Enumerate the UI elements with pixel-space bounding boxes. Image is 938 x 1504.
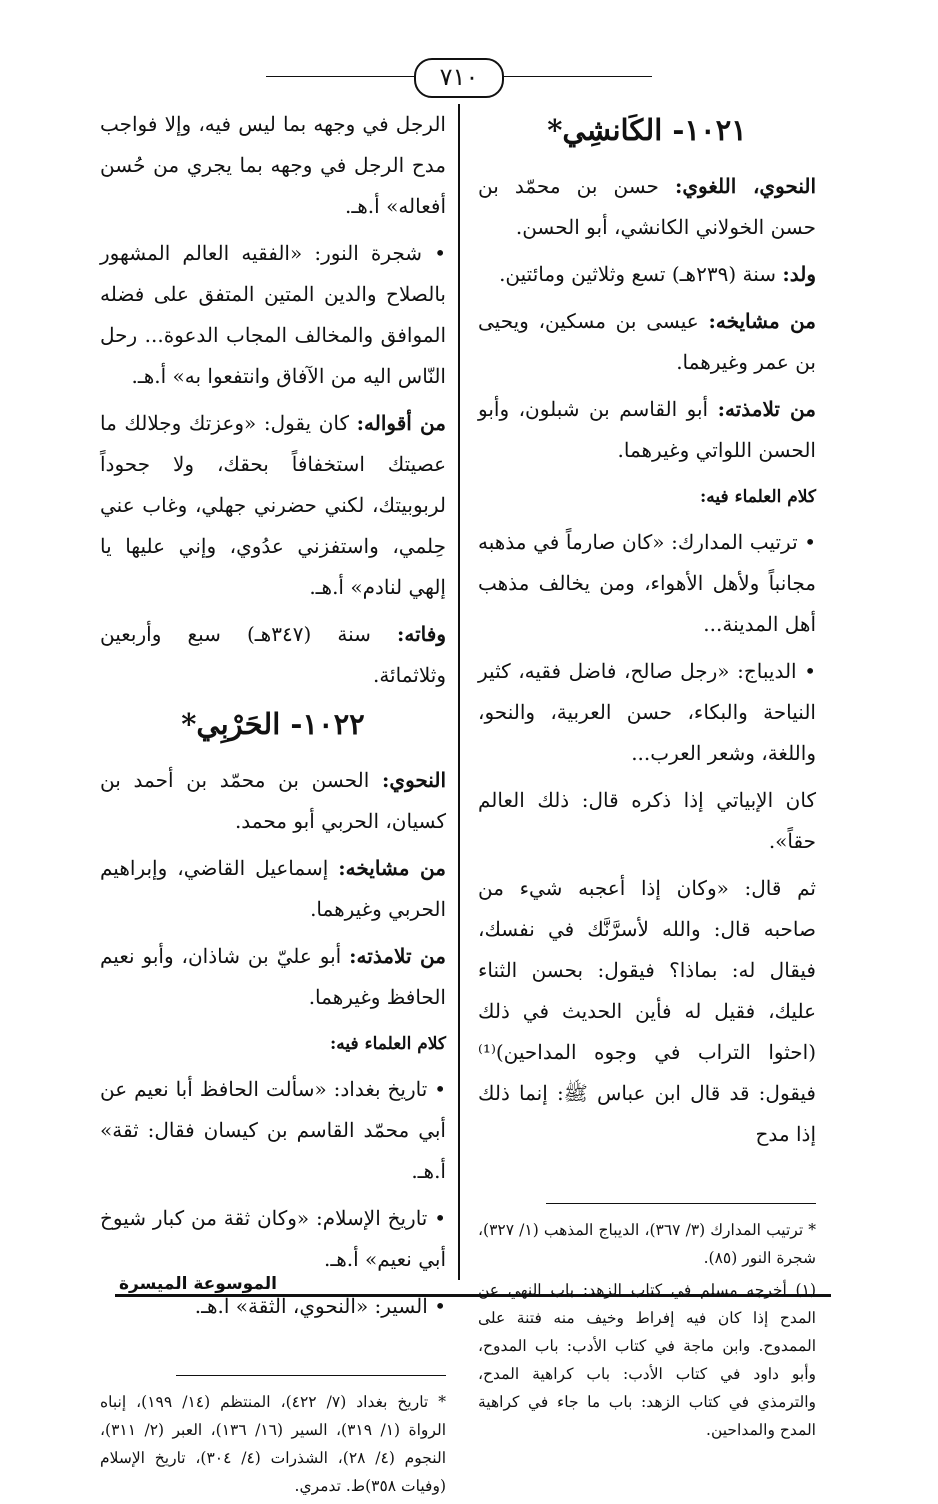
footnote-1: (١) أخرجه مسلم في كتاب الزهد: باب النهي عن المدح إذا كان فيه إفراط وخيف منه فتنة على الممدوح. وابن ماجة في كتاب الأدب: باب المدوح، وأبو داود في كتاب الأدب: باب كراهية المدح، والترمذي في كتاب الزهد: باب ما جاء في كراهية المدح والمداحين.	[478, 1281, 816, 1439]
bio-line-teachers-2	[100, 848, 446, 930]
paragraph-siyar: • السير: «النحوي، الثقة» أ.هـ.	[194, 1294, 446, 1318]
bio-label: من مشايخه:	[708, 309, 816, 333]
bio-label: النحوي، اللغوي:	[675, 174, 817, 198]
bio-line-birth	[478, 254, 816, 295]
bio-text: الحسن بن محمّد بن أحمد بن كسيان، الحربي أبو محمد.	[100, 768, 446, 833]
bio-line-students-2	[100, 936, 446, 1018]
entry-title-1022: ١٠٢٢- الحَرْبِي*	[181, 707, 365, 741]
bio-line-nahwi-2	[100, 760, 446, 842]
sayings-text: كان يقول: «وعزتك وجلالك ما عصيتك استخفافاً بحقك، ولا جحوداً لربوبيتك، لكني حضرني جهلي، وغاب عني حِلمي، واستفزني عدُوي، وإني عليها يا إلهي لنادم» أ.هـ.	[100, 411, 446, 599]
paragraph-tarikh-baghdad: • تاريخ بغداد: «سألت الحافظ أبا نعيم عن أبي محمّد القاسم بن كيسان فقال: ثقة» أ.هـ.	[100, 1077, 446, 1183]
column-divider	[458, 104, 460, 1280]
bio-line-nahwi	[478, 166, 816, 248]
footnote-sources-2: * تاريخ بغداد (٧/ ٤٢٢)، المنتظم (١٤/ ١٩٩)، إنباه الرواة (١/ ٣١٩)، السير (١٦/ ١٣٦)، العبر (٢/ ٣١١)، النجوم (٤/ ٢٨)، الشذرات (٤/ ٣٠٤)، تاريخ الإسلام (وفيات ٣٥٨)ط. تدمري.	[100, 1393, 447, 1495]
bio-label: النحوي:	[382, 768, 446, 792]
sayings-label: من أقواله:	[356, 411, 446, 435]
bio-label: من مشايخه:	[338, 856, 446, 880]
page-number: ٧١٠	[414, 58, 504, 98]
bio-line-students	[478, 389, 816, 471]
footnote-separator	[546, 1203, 816, 1204]
bio-text: سنة (٢٣٩هـ) تسع وثلاثين ومائتين.	[499, 262, 783, 286]
bio-label: من تلامذته:	[717, 397, 816, 421]
entry-title-1021: ١٠٢١- الكَانشِي*	[547, 113, 747, 147]
footer-title: الموسوعة الميسرة	[115, 1274, 277, 1294]
bio-text: عيسى بن مسكين، ويحيى بن عمر وغيرهما.	[478, 309, 816, 374]
paragraph-ibyati: كان الإبياتي إذا ذكره قال: ذلك العالم حقاً».	[478, 788, 816, 853]
death-line	[100, 614, 446, 696]
bio-label: من تلامذته:	[349, 944, 446, 968]
paragraph-shajara: • شجرة النور: «الفقيه العالم المشهور بالصلاح والدين المتين المتفق على فضله الموافق والمخالف المجاب الدعوة... رحل النّاس اليه من الآفاق وانتفعوا به» أ.هـ.	[100, 241, 446, 388]
bio-label: ولد:	[782, 262, 816, 286]
bio-text: إسماعيل القاضي، وإبراهيم الحربي وغيرهما.	[100, 856, 446, 921]
bio-text: أبو عليّ بن شاذان، وأبو نعيم الحافظ وغيرهما.	[100, 944, 446, 1009]
bio-text: أبو القاسم بن شبلون، وأبو الحسن اللواتي وغيرهما.	[478, 397, 816, 462]
bio-text: حسن بن محمّد بن حسن الخولاني الكانشي، أبو الحسن.	[478, 174, 816, 239]
scholars-section-heading: كلام العلماء فيه:	[700, 487, 816, 507]
footnote-separator-2	[176, 1375, 446, 1376]
footnote-sources: * ترتيب المدارك (٣/ ٣٦٧)، الديباج المذهب (١/ ٣٢٧)، شجرة النور (٨٥).	[478, 1221, 816, 1267]
continuation-text: الرجل في وجهه بما ليس فيه، وإلا فواجب مدح الرجل في وجهه بما يجري من حُسن أفعاله» أ.هـ.	[100, 112, 446, 218]
paragraph-madarik: • ترتيب المدارك: «كان صارماً في مذهبه مجانباً ولأهل الأهواء، ومن يخالف مذهب أهل المدينة...	[478, 530, 816, 636]
paragraph-quote: ثم قال: «وكان إذا أعجبه شيء من صاحبه قال: والله لأسرَّنَّك في نفسك، فيقال له: بماذا؟ فيقول: بحسن الثناء عليك، فقيل له فأين الحديث في ذلك (احثوا التراب في وجوه المداحين)⁽¹⁾ فيقول: قد قال ابن عباس ﷺ: إنما ذلك إذا مدح	[478, 876, 816, 1146]
death-text: سنة (٣٤٧هـ) سبع وأربعين وثلاثمائة.	[100, 622, 446, 687]
scholars-section-heading-2: كلام العلماء فيه:	[330, 1034, 446, 1054]
paragraph-tarikh-islam: • تاريخ الإسلام: «وكان ثقة من كبار شيوخ أبي نعيم» أ.هـ.	[100, 1206, 446, 1271]
bio-line-teachers	[478, 301, 816, 383]
paragraph-dibaj: • الديباج: «رجل صالح، فاضل فقيه، كثير النياحة والبكاء، حسن العربية، والنحو، واللغة، وشعر العرب...	[478, 659, 816, 765]
death-label: وفاته:	[397, 622, 446, 646]
right-column	[478, 104, 816, 1448]
footer-rule	[115, 1294, 831, 1297]
sayings-line	[100, 403, 446, 608]
